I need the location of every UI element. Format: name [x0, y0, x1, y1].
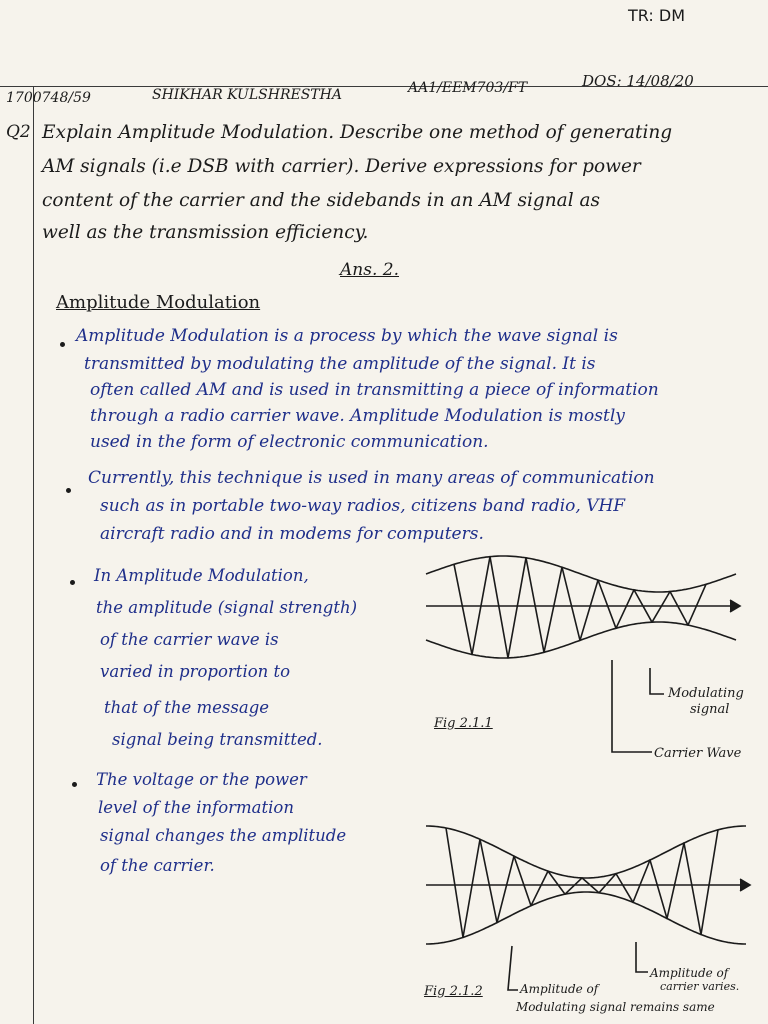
answer-label: Ans. 2. — [340, 260, 399, 280]
figure-1-label-modulating-line-2: signal — [690, 702, 730, 717]
question-line-1: Explain Amplitude Modulation. Describe one method of generating — [42, 122, 673, 143]
figure-1-label-modulating-line-1: Modulating — [668, 686, 744, 701]
figure-2-label-right-line-2: carrier varies. — [660, 980, 740, 993]
figure-1-carrier-wave — [454, 557, 706, 658]
figure-1-caption: Fig 2.1.1 — [434, 716, 493, 731]
bullet-4-line-1: The voltage or the power — [96, 770, 307, 789]
bullet-1-line-3: often called AM and is used in transmitting a piece of information — [90, 380, 659, 400]
date-of-submission: DOS: 14/08/20 — [582, 72, 694, 90]
bullet-1-line-4: through a radio carrier wave. Amplitude Modulation is mostly — [90, 406, 625, 426]
figure-1-leader-modulating — [650, 668, 664, 694]
student-name: SHIKHAR KULSHRESTHA — [152, 87, 342, 103]
figure-1-upper-envelope — [426, 556, 736, 592]
figure-1-label-carrier: Carrier Wave — [654, 746, 742, 761]
bullet-3-line-6: signal being transmitted. — [112, 730, 323, 749]
bullet-3-line-1: In Amplitude Modulation, — [94, 566, 309, 585]
section-heading: Amplitude Modulation — [56, 292, 261, 313]
bullet-2-line-3: aircraft radio and in modems for computers. — [100, 524, 484, 544]
bullet-4-line-3: signal changes the amplitude — [100, 826, 347, 845]
bullet-1-line-2: transmitted by modulating the amplitude of the signal. It is — [84, 354, 596, 374]
bullet-3-line-2: the amplitude (signal strength) — [96, 598, 358, 617]
figure-2-leader-left — [508, 946, 518, 990]
figure-2-leader-right — [636, 942, 648, 972]
question-line-3: content of the carrier and the sidebands in an AM signal as — [42, 190, 601, 211]
figure-2-caption: Fig 2.1.2 — [424, 984, 483, 999]
figure-2-carrier-wave — [446, 828, 718, 937]
figure-1-axis-arrow — [730, 600, 740, 612]
course-code: AA1/EEM703/FT — [408, 80, 528, 96]
question-number: Q2 — [6, 122, 31, 142]
bullet-3-line-4: varied in proportion to — [100, 662, 291, 681]
figure-2-axis-arrow — [740, 879, 750, 891]
figure-2-label-left-line-2: Modulating signal remains same — [516, 1000, 715, 1014]
figure-1-leader-carrier — [612, 660, 652, 752]
bullet-1-line-1: Amplitude Modulation is a process by which the wave signal is — [76, 326, 618, 346]
tr-label: TR: DM — [628, 6, 685, 25]
bullet-2-line-1: Currently, this technique is used in many areas of communication — [88, 468, 655, 488]
question-line-4: well as the transmission efficiency. — [42, 222, 369, 243]
bullet-4-line-2: level of the information — [98, 798, 294, 817]
bullet-3-line-3: of the carrier wave is — [100, 630, 279, 649]
figure-2-label-left-line-1: Amplitude of — [520, 982, 599, 996]
question-line-2: AM signals (i.e DSB with carrier). Derive expressions for power — [42, 156, 641, 177]
figure-2-label-right-line-1: Amplitude of — [650, 966, 729, 980]
bullet-1-line-5: used in the form of electronic communication. — [90, 432, 489, 452]
bullet-3-line-5: that of the message — [104, 698, 270, 717]
bullet-2-line-2: such as in portable two-way radios, citizens band radio, VHF — [100, 496, 626, 516]
roll-number: 1700748/59 — [6, 90, 91, 106]
bullet-4-line-4: of the carrier. — [100, 856, 215, 875]
